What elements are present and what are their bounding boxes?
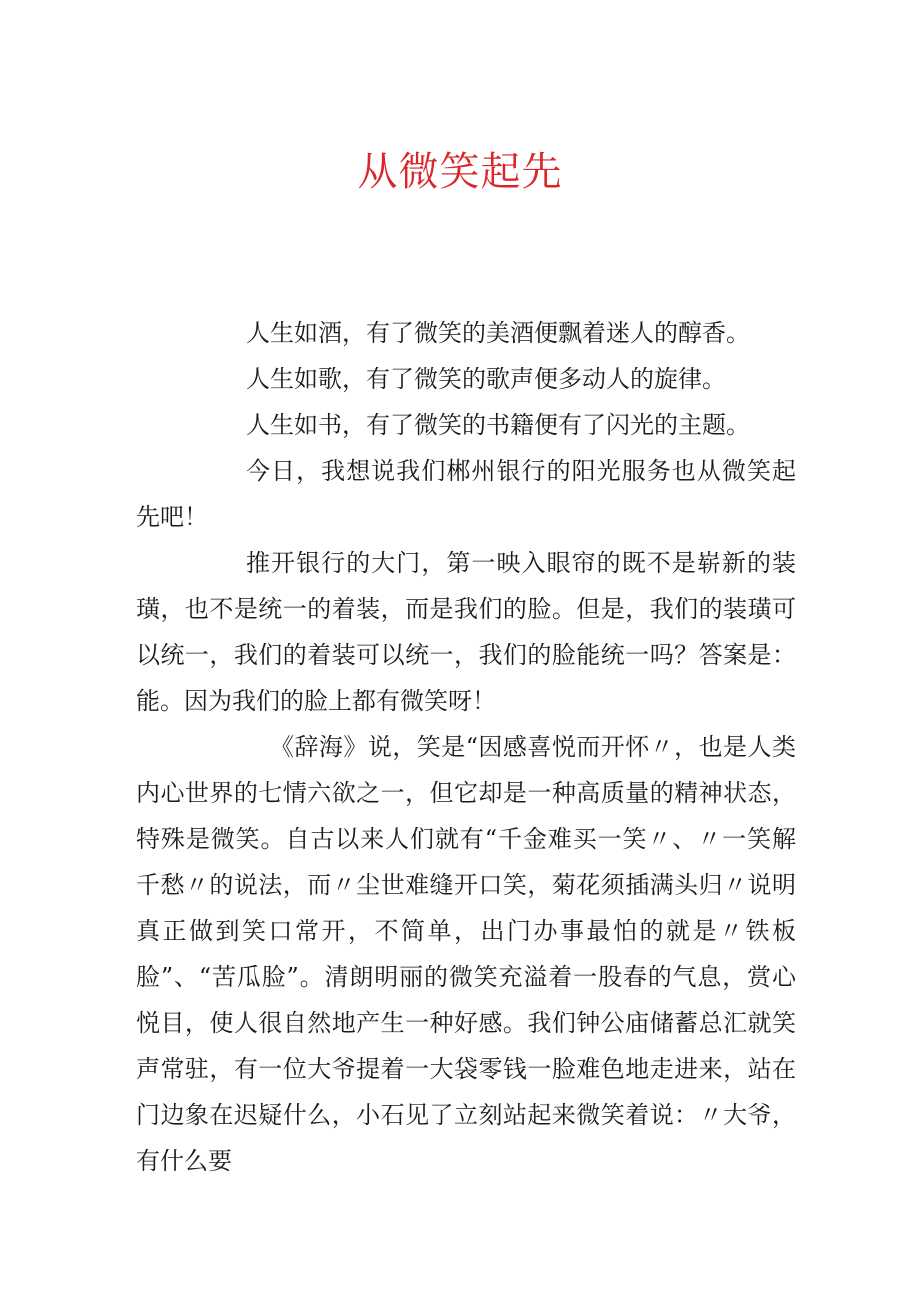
paragraph-4: 今日，我想说我们郴州银行的阳光服务也从微笑起先吧！ [136, 457, 796, 531]
paragraph-2: 人生如歌，有了微笑的歌声便多动人的旋律。 [246, 365, 726, 393]
document-title: 从微笑起先 [357, 149, 563, 195]
paragraph-5: 推开银行的大门，第一映入眼帘的既不是崭新的装璜，也不是统一的着装，而是我们的脸。但是，我们的装璜可以统一，我们的着装可以统一，我们的脸能统一吗？答案是：能。因为我们的脸上都有微笑呀！ [136, 549, 796, 715]
paragraph-6: 《辞海》说，笑是“因感喜悦而开怀〃，也是人类内心世界的七情六欲之一，但它却是一种高质量的精神状态，特殊是微笑。自古以来人们就有“千金难买一笑〃、〃一笑解千愁〃的说法，而〃尘世难缝开口笑，菊花须插满头归〃说明真正做到笑口常开，不简单，出门办事最怕的就是〃铁板脸”、“苦瓜脸”。清朗明丽的微笑充溢着一股春的气息，赏心悦目，使人很自然地产生一种好感。我们钟公庙储蓄总汇就笑声常驻，有一位大爷提着一大袋零钱一脸难色地走进来，站在门边象在迟疑什么，小石见了立刻站起来微笑着说：〃大爷，有什么要 [136, 733, 796, 1175]
paragraph-3: 人生如书，有了微笑的书籍便有了闪光的主题。 [246, 411, 750, 439]
document-body [136, 310, 796, 1184]
paragraph-1: 人生如酒，有了微笑的美酒便飘着迷人的醇香。 [246, 319, 750, 347]
